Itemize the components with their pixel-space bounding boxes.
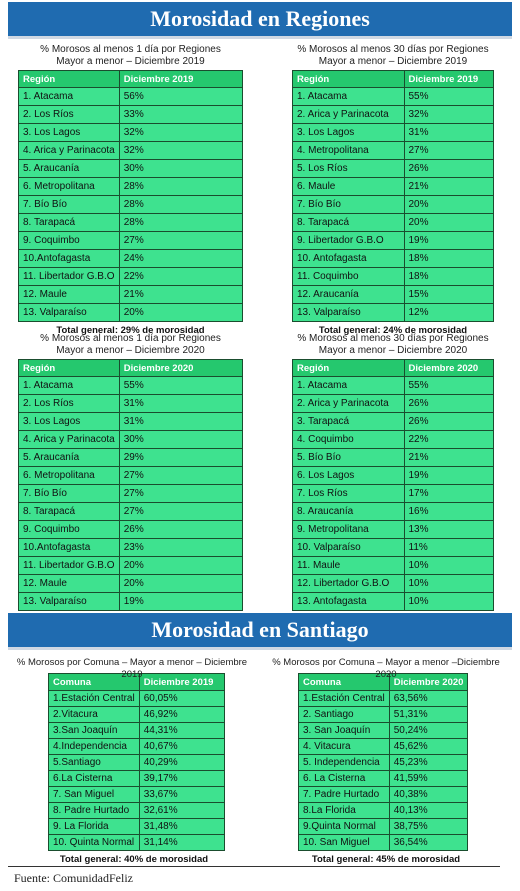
cell-value: 20%: [119, 575, 242, 593]
table-regions-2020-1dia: [18, 359, 243, 611]
cell-value: 31%: [119, 413, 242, 431]
cell-name: 8. Araucanía: [293, 503, 405, 521]
table-row: [49, 835, 225, 851]
table-row: [293, 593, 494, 611]
cell-value: 27%: [119, 485, 242, 503]
cell-value: 28%: [119, 196, 242, 214]
cell-name: 1. Atacama: [293, 377, 405, 395]
table-row: [19, 286, 243, 304]
cell-name: 12. Maule: [19, 286, 120, 304]
table-row: [19, 557, 243, 575]
cell-value: 32,61%: [139, 803, 224, 819]
cell-name: 11. Libertador G.B.O: [19, 268, 120, 286]
table-row: [293, 431, 494, 449]
cell-name: 3. Los Lagos: [293, 124, 405, 142]
table-row: [293, 232, 494, 250]
cell-value: 22%: [119, 268, 242, 286]
table-santiago-2020: [298, 673, 468, 851]
table-block-2020-1dia: [18, 333, 243, 625]
santiago-title: Morosidad en Santiago: [151, 617, 369, 642]
cell-value: 28%: [119, 178, 242, 196]
table-row: [19, 214, 243, 232]
cell-name: 9. Coquimbo: [19, 521, 120, 539]
cell-value: 32%: [404, 106, 494, 124]
table-row: [293, 539, 494, 557]
cell-value: 40,67%: [139, 739, 224, 755]
cell-name: 5.Santiago: [49, 755, 140, 771]
table-row: [19, 395, 243, 413]
cell-name: 5. Araucanía: [19, 449, 120, 467]
table-row: [49, 787, 225, 803]
cell-value: 56%: [119, 88, 242, 106]
col-header-comuna: Comuna: [49, 674, 140, 691]
table-row: [293, 467, 494, 485]
cell-name: 13. Antofagasta: [293, 593, 405, 611]
cell-value: 33,67%: [139, 787, 224, 803]
table-row: [19, 449, 243, 467]
santiago-banner: [8, 613, 512, 650]
cell-name: 10. Valparaíso: [293, 539, 405, 557]
cell-value: 36,54%: [389, 835, 468, 851]
cell-name: 11. Maule: [293, 557, 405, 575]
cell-value: 20%: [119, 557, 242, 575]
table-block-2019-1dia: [18, 44, 243, 336]
cell-name: 8. Padre Hurtado: [49, 803, 140, 819]
table-row: [19, 160, 243, 178]
table-row: [49, 739, 225, 755]
cell-value: 19%: [119, 593, 242, 611]
total-general: Total general: 40% de morosidad: [59, 854, 209, 865]
cell-value: 27%: [404, 142, 494, 160]
cell-name: 10.Antofagasta: [19, 250, 120, 268]
cell-name: 4. Coquimbo: [293, 431, 405, 449]
cell-name: 1.Estación Central: [49, 691, 140, 707]
table-row: [19, 88, 243, 106]
col-header-region: Región: [19, 71, 120, 88]
table-regions-2019-1dia: [18, 70, 243, 322]
cell-value: 19%: [404, 467, 494, 485]
cell-name: 8.La Florida: [299, 803, 390, 819]
cell-value: 41,59%: [389, 771, 468, 787]
cell-name: 3. San Joaquín: [299, 723, 390, 739]
cell-name: 2. Santiago: [299, 707, 390, 723]
cell-value: 17%: [404, 485, 494, 503]
table-row: [299, 803, 468, 819]
cell-name: 1.Estación Central: [299, 691, 390, 707]
caption-line1: % Morosos al menos 1 día por Regiones: [40, 333, 221, 344]
cell-value: 13%: [404, 521, 494, 539]
cell-value: 50,24%: [389, 723, 468, 739]
cell-name: 4. Arica y Parinacota: [19, 431, 120, 449]
table-row: [49, 755, 225, 771]
table-row: [293, 503, 494, 521]
cell-value: 44,31%: [139, 723, 224, 739]
cell-name: 10.Antofagasta: [19, 539, 120, 557]
table-row: [19, 124, 243, 142]
cell-name: 9. La Florida: [49, 819, 140, 835]
table-row: [19, 196, 243, 214]
cell-value: 60,05%: [139, 691, 224, 707]
cell-name: 4. Arica y Parinacota: [19, 142, 120, 160]
col-header-value: Diciembre 2020: [404, 360, 494, 377]
source-divider: [8, 866, 500, 867]
table-row: [49, 771, 225, 787]
table-row: [299, 723, 468, 739]
table-row: [293, 413, 494, 431]
cell-name: 6.La Cisterna: [49, 771, 140, 787]
cell-name: 6. Metropolitana: [19, 467, 120, 485]
cell-name: 8. Tarapacá: [293, 214, 405, 232]
cell-value: 18%: [404, 268, 494, 286]
cell-name: 11. Libertador G.B.O: [19, 557, 120, 575]
cell-value: 33%: [119, 106, 242, 124]
cell-name: 3. Los Lagos: [19, 124, 120, 142]
col-header-value: Diciembre 2019: [404, 71, 494, 88]
cell-name: 9. Metropolitana: [293, 521, 405, 539]
cell-value: 46,92%: [139, 707, 224, 723]
table-row: [293, 124, 494, 142]
cell-name: 3.San Joaquín: [49, 723, 140, 739]
cell-value: 26%: [404, 395, 494, 413]
table-santiago-2019: [48, 673, 225, 851]
table-row: [293, 304, 494, 322]
cell-name: 2. Arica y Parinacota: [293, 106, 405, 124]
total-general: Total general: 29% de morosidad: [56, 325, 205, 336]
table-row: [49, 819, 225, 835]
table-row: [293, 268, 494, 286]
cell-name: 12. Maule: [19, 575, 120, 593]
table-row: [49, 803, 225, 819]
cell-value: 31%: [404, 124, 494, 142]
cell-name: 7. Bío Bío: [293, 196, 405, 214]
cell-value: 11%: [404, 539, 494, 557]
cell-value: 40,29%: [139, 755, 224, 771]
caption-line2: Mayor a menor – Diciembre 2020: [56, 345, 205, 356]
cell-value: 26%: [404, 413, 494, 431]
cell-value: 10%: [404, 557, 494, 575]
cell-value: 27%: [119, 232, 242, 250]
col-header-region: Región: [293, 71, 405, 88]
cell-name: 12. Araucanía: [293, 286, 405, 304]
cell-value: 26%: [404, 160, 494, 178]
cell-name: 7. Los Ríos: [293, 485, 405, 503]
table-row: [19, 575, 243, 593]
cell-value: 30%: [119, 431, 242, 449]
cell-name: 3. Tarapacá: [293, 413, 405, 431]
col-header-value: Diciembre 2020: [389, 674, 468, 691]
cell-name: 3. Los Lagos: [19, 413, 120, 431]
cell-value: 29%: [119, 449, 242, 467]
cell-name: 9.Quinta Normal: [299, 819, 390, 835]
cell-value: 20%: [404, 214, 494, 232]
total-general: Total general: 24% de morosidad: [318, 325, 468, 336]
cell-name: 5. Los Ríos: [293, 160, 405, 178]
cell-name: 5. Araucanía: [19, 160, 120, 178]
table-row: [293, 88, 494, 106]
cell-value: 10%: [404, 575, 494, 593]
cell-name: 6. Los Lagos: [293, 467, 405, 485]
cell-value: 31,14%: [139, 835, 224, 851]
caption-line1: % Morosos al menos 30 días por Regiones: [297, 44, 489, 55]
table-row: [299, 835, 468, 851]
cell-value: 31%: [119, 395, 242, 413]
cell-name: 4.Independencia: [49, 739, 140, 755]
table-row: [293, 214, 494, 232]
table-row: [293, 485, 494, 503]
cell-value: 40,38%: [389, 787, 468, 803]
cell-value: 45,23%: [389, 755, 468, 771]
table-row: [293, 521, 494, 539]
table-regions-2020-30dias: [292, 359, 494, 611]
table-row: [293, 449, 494, 467]
regions-title: Morosidad en Regiones: [150, 6, 370, 31]
cell-value: 51,31%: [389, 707, 468, 723]
table-row: [49, 691, 225, 707]
table-row: [293, 196, 494, 214]
col-header-comuna: Comuna: [299, 674, 390, 691]
cell-name: 4. Metropolitana: [293, 142, 405, 160]
table-regions-2019-30dias: [292, 70, 494, 322]
table-row: [19, 377, 243, 395]
cell-name: 7. Bío Bío: [19, 196, 120, 214]
cell-value: 16%: [404, 503, 494, 521]
table-row: [293, 106, 494, 124]
cell-value: 12%: [404, 304, 494, 322]
table-row: [19, 268, 243, 286]
table-row: [293, 575, 494, 593]
table-row: [299, 787, 468, 803]
total-general: Total general: 45% de morosidad: [311, 854, 461, 865]
cell-value: 21%: [404, 178, 494, 196]
table-block-2020-30dias: [292, 333, 494, 625]
cell-name: 4. Vitacura: [299, 739, 390, 755]
cell-name: 7. Padre Hurtado: [299, 787, 390, 803]
table-row: [299, 707, 468, 723]
table-row: [19, 593, 243, 611]
table-row: [293, 178, 494, 196]
cell-value: 39,17%: [139, 771, 224, 787]
cell-name: 6. Metropolitana: [19, 178, 120, 196]
cell-value: 18%: [404, 250, 494, 268]
cell-name: 2.Vitacura: [49, 707, 140, 723]
cell-value: 21%: [119, 286, 242, 304]
table-row: [19, 503, 243, 521]
table-row: [19, 485, 243, 503]
cell-value: 30%: [119, 160, 242, 178]
cell-value: 45,62%: [389, 739, 468, 755]
cell-name: 2. Arica y Parinacota: [293, 395, 405, 413]
cell-name: 5. Independencia: [299, 755, 390, 771]
cell-value: 55%: [404, 88, 494, 106]
cell-value: 55%: [119, 377, 242, 395]
caption-line2: Mayor a menor – Diciembre 2019: [318, 56, 468, 67]
cell-value: 27%: [119, 503, 242, 521]
cell-name: 10. San Miguel: [299, 835, 390, 851]
table-row: [19, 178, 243, 196]
cell-value: 20%: [119, 304, 242, 322]
table-row: [19, 304, 243, 322]
table-row: [293, 395, 494, 413]
cell-name: 2. Los Ríos: [19, 106, 120, 124]
cell-name: 13. Valparaíso: [293, 304, 405, 322]
cell-value: 26%: [119, 521, 242, 539]
cell-value: 22%: [404, 431, 494, 449]
cell-name: 1. Atacama: [293, 88, 405, 106]
cell-name: 5. Bío Bío: [293, 449, 405, 467]
table-block-2019-30dias: [292, 44, 494, 336]
table-row: [293, 142, 494, 160]
table-row: [299, 819, 468, 835]
cell-value: 27%: [119, 467, 242, 485]
table-block-santiago-2020: [262, 657, 510, 865]
col-header-value: Diciembre 2019: [139, 674, 224, 691]
table-row: [293, 286, 494, 304]
col-header-value: Diciembre 2020: [119, 360, 242, 377]
cell-value: 10%: [404, 593, 494, 611]
cell-value: 19%: [404, 232, 494, 250]
table-row: [19, 467, 243, 485]
table-row: [19, 106, 243, 124]
cell-value: 32%: [119, 142, 242, 160]
cell-name: 8. Tarapacá: [19, 503, 120, 521]
cell-name: 11. Coquimbo: [293, 268, 405, 286]
cell-value: 20%: [404, 196, 494, 214]
cell-name: 2. Los Ríos: [19, 395, 120, 413]
cell-value: 38,75%: [389, 819, 468, 835]
cell-value: 28%: [119, 214, 242, 232]
table-row: [293, 160, 494, 178]
table-row: [19, 232, 243, 250]
cell-name: 9. Libertador G.B.O: [293, 232, 405, 250]
cell-name: 12. Libertador G.B.O: [293, 575, 405, 593]
table-block-santiago-2019: [8, 657, 256, 865]
cell-value: 15%: [404, 286, 494, 304]
table-row: [19, 539, 243, 557]
table-row: [299, 755, 468, 771]
cell-value: 31,48%: [139, 819, 224, 835]
regions-banner: [8, 2, 512, 39]
source-note: Fuente: ComunidadFeliz: [14, 871, 133, 885]
table-row: [19, 413, 243, 431]
caption-line2: Mayor a menor – Diciembre 2020: [318, 345, 468, 356]
table-row: [299, 739, 468, 755]
cell-value: 40,13%: [389, 803, 468, 819]
table-row: [293, 250, 494, 268]
table-row: [49, 723, 225, 739]
table-row: [49, 707, 225, 723]
cell-name: 7. San Miguel: [49, 787, 140, 803]
cell-name: 6. La Cisterna: [299, 771, 390, 787]
caption-line1: % Morosos al menos 30 días por Regiones: [297, 333, 489, 344]
cell-name: 13. Valparaíso: [19, 304, 120, 322]
col-header-value: Diciembre 2019: [119, 71, 242, 88]
cell-name: 8. Tarapacá: [19, 214, 120, 232]
cell-name: 6. Maule: [293, 178, 405, 196]
caption-line2: Mayor a menor – Diciembre 2019: [56, 56, 205, 67]
cell-name: 7. Bío Bío: [19, 485, 120, 503]
caption-line1: % Morosos por Comuna – Mayor a menor – Diciembre 2019: [16, 657, 248, 680]
table-row: [19, 250, 243, 268]
cell-name: 13. Valparaíso: [19, 593, 120, 611]
cell-name: 10. Quinta Normal: [49, 835, 140, 851]
cell-value: 24%: [119, 250, 242, 268]
cell-value: 21%: [404, 449, 494, 467]
table-row: [19, 142, 243, 160]
col-header-region: Región: [293, 360, 405, 377]
col-header-region: Región: [19, 360, 120, 377]
cell-value: 55%: [404, 377, 494, 395]
cell-value: 32%: [119, 124, 242, 142]
cell-name: 1. Atacama: [19, 88, 120, 106]
table-row: [293, 377, 494, 395]
caption-line1: % Morosos al menos 1 día por Regiones: [40, 44, 221, 55]
table-row: [299, 771, 468, 787]
cell-value: 63,56%: [389, 691, 468, 707]
table-row: [299, 691, 468, 707]
caption-line1: % Morosos por Comuna – Mayor a menor –Diciembre 2020: [272, 657, 500, 680]
table-row: [19, 521, 243, 539]
cell-value: 23%: [119, 539, 242, 557]
table-row: [19, 431, 243, 449]
cell-name: 1. Atacama: [19, 377, 120, 395]
cell-name: 9. Coquimbo: [19, 232, 120, 250]
table-row: [293, 557, 494, 575]
cell-name: 10. Antofagasta: [293, 250, 405, 268]
